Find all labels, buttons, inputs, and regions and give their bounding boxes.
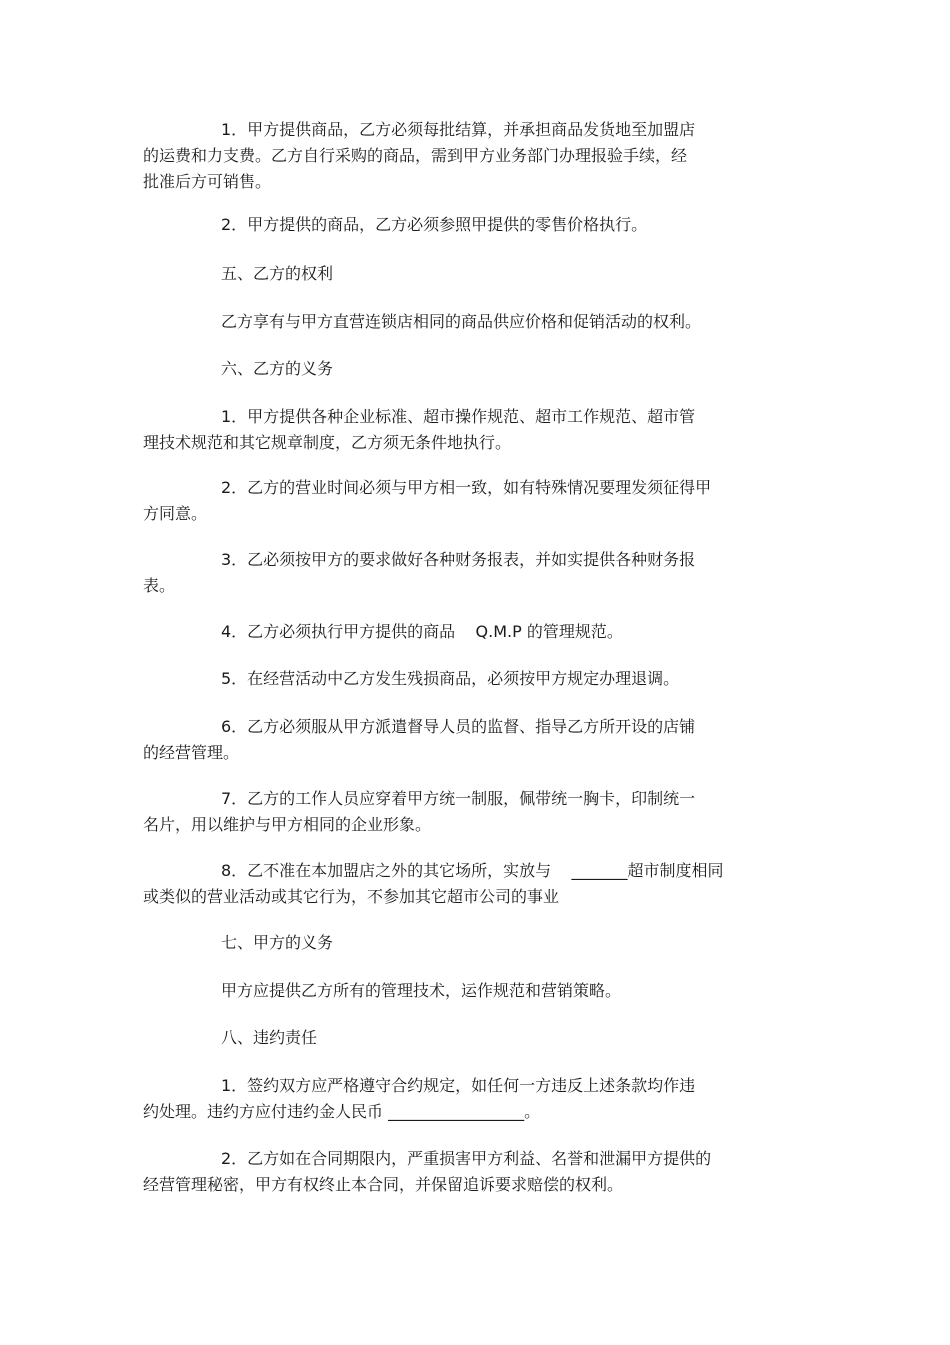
text-line: 2．乙方的营业时间必须与甲方相一致，如有特殊情况要理发须征得甲 bbox=[221, 478, 712, 497]
text-line: 7．乙方的工作人员应穿着甲方统一制服，佩带统一胸卡，印制统一 bbox=[221, 789, 696, 808]
text-line: 八、违约责任 bbox=[221, 1028, 318, 1047]
text-line: 1．甲方提供各种企业标准、超市操作规范、超市工作规范、超市管 bbox=[221, 407, 696, 426]
text-line: 8．乙不准在本加盟店之外的其它场所，实放与 _______超市制度相同 bbox=[221, 861, 724, 880]
text-line: 1．甲方提供商品，乙方必须每批结算，并承担商品发货地至加盟店 bbox=[221, 120, 696, 139]
text-line: 六、乙方的义务 bbox=[221, 359, 334, 378]
paragraph-duty-6 bbox=[143, 714, 793, 766]
text-line: 理技术规范和其它规章制度，乙方须无条件地执行。 bbox=[143, 433, 512, 452]
paragraph-duty-2 bbox=[143, 475, 793, 527]
text-line: 方同意。 bbox=[143, 504, 208, 523]
text-line: 七、甲方的义务 bbox=[221, 933, 334, 952]
text-line: 五、乙方的权利 bbox=[221, 264, 334, 283]
text-line: 2．乙方如在合同期限内，严重损害甲方利益、名誉和泄漏甲方提供的 bbox=[221, 1149, 712, 1168]
paragraph-duty-8 bbox=[143, 858, 793, 910]
paragraph-goods-settlement bbox=[143, 117, 793, 195]
paragraph-duty-3 bbox=[143, 547, 793, 599]
text-line: 甲方应提供乙方所有的管理技术，运作规范和营销策略。 bbox=[221, 981, 622, 1000]
paragraph-duty-4 bbox=[143, 619, 793, 645]
text-line: 3．乙必须按甲方的要求做好各种财务报表，并如实提供各种财务报 bbox=[221, 550, 696, 569]
text-line: 4．乙方必须执行甲方提供的商品 Q.M.P 的管理规范。 bbox=[221, 622, 623, 641]
text-line: 1．签约双方应严格遵守合约规定，如任何一方违反上述条款均作违 bbox=[221, 1076, 696, 1095]
section-heading-party-a-duties bbox=[143, 930, 793, 956]
paragraph-duty-1 bbox=[143, 404, 793, 456]
paragraph-duty-5 bbox=[143, 666, 793, 692]
text-line: 的经营管理。 bbox=[143, 743, 240, 762]
section-heading-breach bbox=[143, 1025, 793, 1051]
text-line: 约处理。违约方应付违约金人民币 _________________。 bbox=[143, 1102, 541, 1121]
paragraph-retail-price bbox=[143, 212, 793, 238]
paragraph-breach-2 bbox=[143, 1146, 793, 1198]
text-line: 乙方享有与甲方直营连锁店相同的商品供应价格和促销活动的权利。 bbox=[221, 312, 702, 331]
section-heading-party-b-rights bbox=[143, 261, 793, 287]
text-line: 名片，用以维护与甲方相同的企业形象。 bbox=[143, 815, 432, 834]
paragraph-party-a-duties bbox=[143, 978, 793, 1004]
text-line: 批准后方可销售。 bbox=[143, 172, 272, 191]
text-line: 5．在经营活动中乙方发生残损商品，必须按甲方规定办理退调。 bbox=[221, 669, 680, 688]
text-line: 的运费和力支费。乙方自行采购的商品，需到甲方业务部门办理报验手续，经 bbox=[143, 146, 688, 165]
text-line: 6．乙方必须服从甲方派遣督导人员的监督、指导乙方所开设的店铺 bbox=[221, 717, 696, 736]
paragraph-breach-1 bbox=[143, 1073, 793, 1125]
section-heading-party-b-duties bbox=[143, 356, 793, 382]
paragraph-duty-7 bbox=[143, 786, 793, 838]
text-line: 2．甲方提供的商品，乙方必须参照甲提供的零售价格执行。 bbox=[221, 215, 648, 234]
text-line: 或类似的营业活动或其它行为，不参加其它超市公司的事业 bbox=[143, 887, 560, 906]
paragraph-party-b-rights bbox=[143, 309, 793, 335]
text-line: 经营管理秘密，甲方有权终止本合同，并保留追诉要求赔偿的权利。 bbox=[143, 1175, 624, 1194]
text-line: 表。 bbox=[143, 576, 176, 595]
